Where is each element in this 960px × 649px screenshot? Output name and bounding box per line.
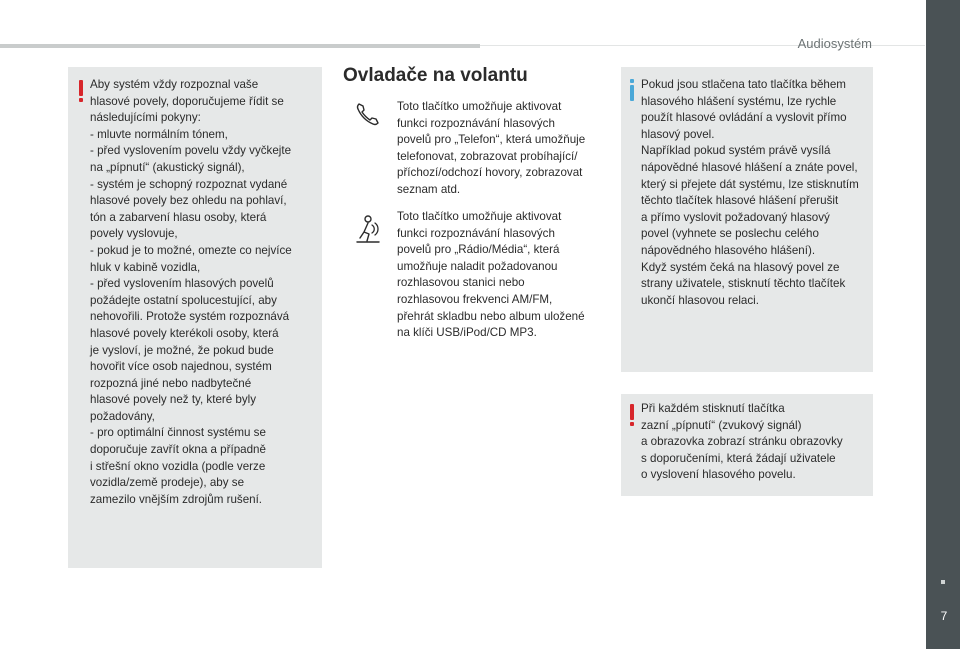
page-dot	[941, 580, 945, 584]
info-text: Pokud jsou stlačena tato tlačítka během hlasového hlášení systému, lze rychle použít hlasové ovládání a vyslovit přímo hlasový povel. Například pokud systém právě vysílá nápovědné hlasové hlášení a znáte povel, který si přejete dát systému, lze stisknutím těchto tlačítek hlasové hlášení přerušit a přímo vyslovit požadovaný hlasový povel (vyhnete se poslechu celého nápovědného hlasového hlášení). Když systém čeká na hlasový povel ze strany uživatele, stisknutí těchto tlačítek ukončí hlasovou relaci.	[641, 78, 859, 307]
info-icon	[630, 79, 635, 101]
voice-control-icon	[354, 213, 382, 250]
phone-button-description: Toto tlačítko umožňuje aktivovat funkci rozpoznávání hlasových povelů pro „Telefon“, která umožňuje telefonovat, zobrazovat probíhající/ příchozí/odchozí hovory, zobrazovat seznam atd.	[397, 100, 586, 196]
phone-icon	[355, 101, 381, 132]
exclamation-icon	[79, 80, 84, 102]
warning-text-2: Při každém stisknutí tlačítka zazní „pípnutí“ (zvukový signál) a obrazovka zobrazí stránku obrazovky s doporučeními, která žádají uživatele o vyslovení hlasového povelu.	[641, 402, 843, 482]
warning-text: Aby systém vždy rozpoznal vaše hlasové povely, doporučujeme řídit se následujícími pokyny: - mluvte normálním tónem, - před vyslovením povelu vždy vyčkejte na „pípnutí“ (akustický signál), - systém je schopný rozpoznat vydané hlasové povely bez ohledu na pohlaví, tón a zabarvení hlasu osoby, která povely vyslovuje, - pokud je to možné, omezte co nejvíce hluk v kabině vozidla, - před vyslovením hlasových povelů požádejte ostatní spolucestující, aby nehovořili. Protože systém rozpoznává hlasové povely kterékoli osoby, která je vysloví, je možné, že pokud bude hovořit více osob najednou, systém rozpozná jiné nebo nadbytečné hlasové povely než ty, které byly požadovány, - pro optimální činnost systému se doporučuje zavřít okna a případně i střešní okno vozidla (podle verze vozidla/země prodeje), aby se zamezilo vnějším zdrojům rušení.	[90, 78, 292, 506]
page-header-title: Audiosystém	[797, 36, 872, 51]
side-strip	[926, 0, 960, 649]
exclamation-icon	[630, 404, 635, 426]
header-bar	[0, 44, 480, 48]
section-title: Ovladače na volantu	[343, 65, 528, 86]
page-number: 7	[940, 609, 948, 623]
voice-button-description: Toto tlačítko umožňuje aktivovat funkci rozpoznávání hlasových povelů pro „Rádio/Média“, která umožňuje naladit požadovanou rozhlasovou stanici nebo rozhlasovou frekvenci AM/FM, přehrát skladbu nebo album uložené na klíči USB/iPod/CD MP3.	[397, 210, 585, 340]
